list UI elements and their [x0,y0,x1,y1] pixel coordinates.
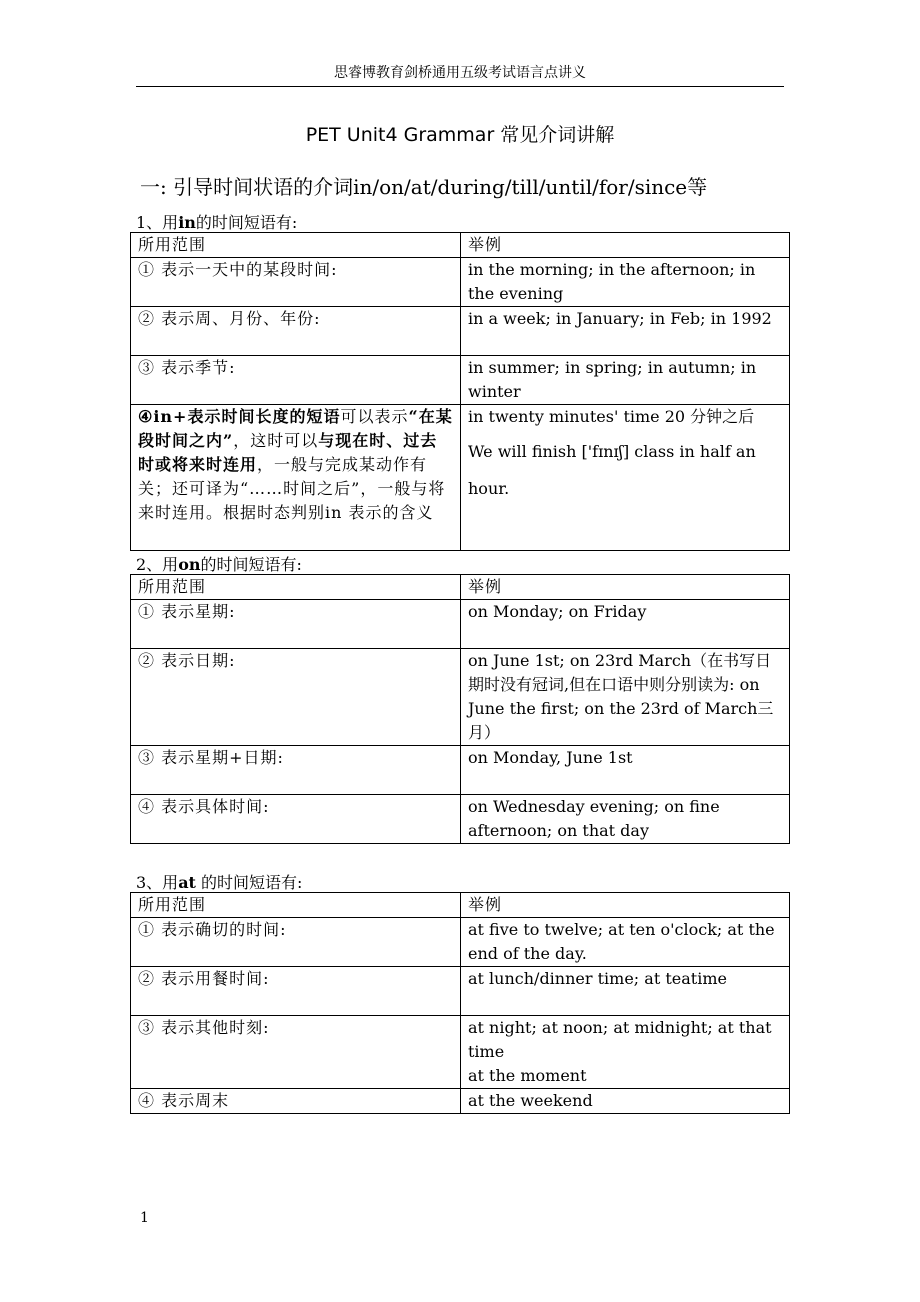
range-cell: ③ 表示季节: [131,356,461,405]
table-header-row [131,233,790,258]
example-line: at night; at noon; at midnight; at that time [468,1018,772,1061]
table-row [131,307,790,356]
range-cell: ② 表示日期: [131,649,461,746]
range-text-bold: 与现在时、过去时或将来时连用 [138,431,438,474]
table-row [131,600,790,649]
range-cell: ③ 表示星期+日期: [131,746,461,795]
subheading-on [136,552,302,575]
range-cell: ① 表示一天中的某段时间: [131,258,461,307]
range-cell: ④ 表示周末 [131,1089,461,1114]
table-row [131,405,790,551]
example-line: in twenty minutes' time 20 分钟之后 [468,407,755,426]
table-row [131,746,790,795]
subheading-at [136,870,302,893]
range-text: ，一般与完成某动作有关；还可译为“……时间之后”，一般与将来时连用。根据时态判别in 表示的含义 [138,455,446,522]
range-text-bold: ④in+表示时间长度的短语 [138,407,341,426]
column-header-example: 举例 [461,893,790,918]
column-header-example: 举例 [461,233,790,258]
example-cell: on Monday; on Friday [461,600,790,649]
range-cell: ① 表示星期: [131,600,461,649]
example-line: We will finish ['fɪnɪʃ] class in half an hour. [468,442,756,498]
table-row [131,795,790,844]
example-cell: in the morning; in the afternoon; in the evening [461,258,790,307]
example-cell: at lunch/dinner time; at teatime [461,967,790,1016]
table-on [130,574,790,844]
subheading-suffix: 的时间短语有: [200,555,302,574]
table-row [131,649,790,746]
table-row [131,356,790,405]
range-text: 可以表示 [340,407,409,426]
example-cell: on Monday, June 1st [461,746,790,795]
range-text-bold: “在某段时间之内” [138,407,453,450]
example-cell: on Wednesday evening; on fine afternoon; on that day [461,795,790,844]
section-heading: 一: 引导时间状语的介词in/on/at/during/till/until/for/since等 [140,175,708,199]
table-at [130,892,790,1114]
subheading-keyword: on [178,555,201,574]
table-header-row [131,893,790,918]
subheading-suffix: 的时间短语有: [195,213,298,232]
range-cell: ① 表示确切的时间: [131,918,461,967]
example-line: at the moment [468,1066,587,1085]
range-cell: ② 表示用餐时间: [131,967,461,1016]
example-cell [461,405,790,551]
subheading-prefix: 2、用 [136,555,179,574]
table-row [131,1089,790,1114]
table-row [131,258,790,307]
table-header-row [131,575,790,600]
subheading-suffix: 的时间短语有: [195,873,303,892]
page-title: PET Unit4 Grammar 常见介词讲解 [305,124,615,146]
range-cell-long [131,405,461,551]
table-row [131,1016,790,1089]
example-cell: on June 1st; on 23rd March（在书写日期时没有冠词,但在口语中则分别读为: on June the first; on the 23rd of March三月） [461,649,790,746]
range-cell: ③ 表示其他时刻: [131,1016,461,1089]
example-cell: in summer; in spring; in autumn; in winter [461,356,790,405]
example-cell [461,1016,790,1089]
subheading-prefix: 3、用 [136,873,179,892]
table-in [130,232,790,551]
subheading-in [136,210,297,233]
page-header: 思睿博教育剑桥通用五级考试语言点讲义 [136,62,784,87]
subheading-keyword: in [178,213,196,232]
subheading-keyword: at [178,873,196,892]
column-header-example: 举例 [461,575,790,600]
table-row [131,967,790,1016]
example-cell: in a week; in January; in Feb; in 1992 [461,307,790,356]
example-cell: at the weekend [461,1089,790,1114]
column-header-range: 所用范围 [131,233,461,258]
subheading-prefix: 1、用 [136,213,179,232]
table-row [131,918,790,967]
example-cell: at five to twelve; at ten o'clock; at the end of the day. [461,918,790,967]
column-header-range: 所用范围 [131,893,461,918]
range-cell: ④ 表示具体时间: [131,795,461,844]
range-cell: ② 表示周、月份、年份: [131,307,461,356]
column-header-range: 所用范围 [131,575,461,600]
page-number: 1 [140,1210,149,1226]
range-text: ，这时可以 [233,431,319,450]
